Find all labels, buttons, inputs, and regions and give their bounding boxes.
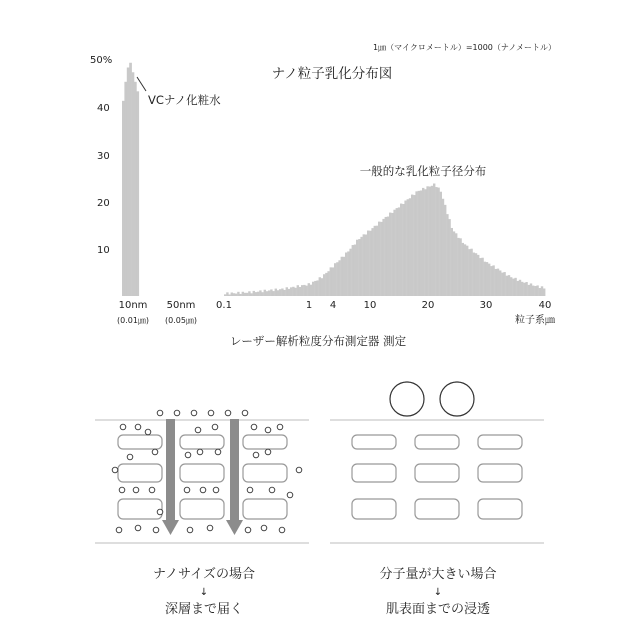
distribution-bar (349, 249, 351, 296)
nano-particle (195, 427, 201, 433)
distribution-bar (459, 238, 461, 296)
distribution-bar (369, 231, 371, 296)
distribution-bar (420, 190, 422, 296)
distribution-bar (371, 228, 373, 296)
distribution-bar (455, 233, 457, 296)
distribution-bar (363, 234, 365, 296)
distribution-bar (305, 286, 307, 296)
distribution-bar (323, 274, 325, 296)
vc-bar (129, 63, 132, 296)
distribution-bar (277, 290, 279, 296)
skin-cell (352, 499, 396, 519)
x-tick-10: 10 (363, 300, 377, 311)
nano-particle (157, 509, 163, 515)
skin-cell (478, 435, 522, 449)
nano-particle (277, 424, 283, 430)
distribution-bar (457, 238, 459, 296)
distribution-bar (514, 278, 516, 296)
x-sub-50nm: (0.05㎛) (164, 316, 198, 325)
distribution-bar (237, 292, 239, 296)
skin-cell (180, 464, 224, 482)
nano-particle (279, 527, 285, 533)
distribution-bar (330, 267, 332, 296)
nano-particle (120, 424, 126, 430)
distribution-bar (279, 289, 281, 296)
skin-cell (180, 435, 224, 449)
y-tick-40: 40 (97, 103, 110, 114)
distribution-bar (303, 285, 305, 296)
skin-cell (243, 464, 287, 482)
distribution-bar (389, 213, 391, 296)
nano-particle (116, 527, 122, 533)
distribution-bar (541, 286, 543, 296)
y-tick-20: 20 (97, 198, 110, 209)
skin-cell (415, 464, 459, 482)
distribution-bar (360, 237, 362, 296)
nano-particle (153, 527, 159, 533)
distribution-bar (345, 252, 347, 296)
unit-note: 1㎛（マイクロメートル）=1000（ナノメートル） (373, 43, 556, 52)
distribution-bar (347, 251, 349, 296)
distribution-bar (431, 186, 433, 296)
nano-caption-2: 深層まで届く (164, 602, 244, 617)
distribution-bar (409, 198, 411, 296)
nano-panel (95, 410, 309, 617)
distribution-bar (506, 276, 508, 296)
distribution-bar (255, 292, 257, 296)
distribution-bar (497, 269, 499, 296)
nano-particle (261, 525, 267, 531)
distribution-bar (365, 235, 367, 296)
distribution-bar (464, 244, 466, 296)
nano-particle (269, 487, 275, 493)
nano-particle (135, 424, 141, 430)
distribution-bar (400, 204, 402, 296)
distribution-bar (442, 199, 444, 296)
distribution-bar (244, 293, 246, 296)
distribution-bar (508, 275, 510, 296)
skin-cell (352, 464, 396, 482)
distribution-bar (391, 213, 393, 296)
distribution-bar (424, 189, 426, 296)
distribution-bar (415, 191, 417, 296)
skin-cell (243, 435, 287, 449)
distribution-bar (242, 292, 244, 296)
distribution-bar (226, 292, 228, 296)
distribution-bar (275, 289, 277, 296)
nano-caption-arrow: ↓ (199, 587, 209, 598)
distribution-bar (519, 280, 521, 296)
distribution-bar (521, 282, 523, 296)
nano-particle (187, 527, 193, 533)
skin-cell (118, 464, 162, 482)
x-axis-ticks (117, 300, 555, 326)
distribution-bar (292, 287, 294, 296)
distribution-bar (308, 283, 310, 296)
distribution-bar (376, 226, 378, 296)
nano-particle (135, 525, 141, 531)
nano-particle (207, 525, 213, 531)
distribution-bar (354, 245, 356, 296)
distribution-bar (246, 293, 248, 296)
y-tick-10: 10 (97, 245, 110, 256)
distribution-bar (512, 279, 514, 296)
distribution-bar (378, 222, 380, 296)
distribution-bar (266, 291, 268, 296)
distribution-bar (224, 294, 226, 296)
distribution-bar (233, 293, 235, 296)
vc-bar (134, 82, 137, 296)
large-molecule (440, 382, 474, 416)
nano-particle (287, 492, 293, 498)
nano-particle (112, 467, 118, 473)
x-sub-10nm: (0.01㎛) (116, 316, 150, 325)
x-tick-10nm: 10nm (118, 300, 148, 311)
distribution-chart (90, 55, 555, 348)
skin-cell (243, 499, 287, 519)
nano-particle (149, 487, 155, 493)
distribution-bar (525, 282, 527, 296)
distribution-bar (481, 258, 483, 296)
nano-caption-1: ナノサイズの場合 (152, 567, 256, 582)
distribution-bar (490, 266, 492, 296)
distribution-bar (486, 262, 488, 296)
distribution-bar (396, 208, 398, 296)
skin-cell (415, 435, 459, 449)
distribution-bar (492, 265, 494, 296)
distribution-bar (517, 281, 519, 296)
nano-particle (208, 410, 214, 416)
nano-particle (200, 487, 206, 493)
chart-title: ナノ粒子乳化分布図 (271, 66, 393, 82)
distribution-bar (319, 277, 321, 296)
skin-cell (118, 499, 162, 519)
skin-cell (180, 499, 224, 519)
distribution-bar (253, 291, 255, 296)
distribution-bar (283, 290, 285, 296)
penetration-arrow-shaft (230, 419, 239, 520)
distribution-bar (429, 187, 431, 296)
distribution-bar (272, 291, 274, 296)
x-tick-4: 4 (329, 300, 337, 311)
distribution-bar (473, 253, 475, 296)
distribution-bar (536, 285, 538, 296)
distribution-bar (398, 207, 400, 296)
distribution-bar (413, 195, 415, 296)
nano-particle (251, 424, 257, 430)
distribution-bar (352, 245, 354, 296)
vc-bar (122, 101, 125, 296)
y-tick-50: 50% (90, 55, 113, 66)
vc-bar (132, 72, 135, 296)
distribution-bar (475, 253, 477, 296)
distribution-bar (286, 287, 288, 296)
distribution-bar (250, 293, 252, 296)
skin-cell (352, 435, 396, 449)
distribution-bar (453, 231, 455, 296)
skin-cell (415, 499, 459, 519)
distribution-bar (281, 288, 283, 296)
distribution-bar (231, 293, 233, 296)
vc-bar (127, 68, 130, 296)
large-caption-arrow: ↓ (433, 587, 443, 598)
distribution-bar (446, 214, 448, 296)
distribution-bar (462, 243, 464, 296)
distribution-bar (334, 263, 336, 296)
y-tick-30: 30 (97, 151, 110, 162)
nano-particle (265, 449, 271, 455)
skin-cell (118, 435, 162, 449)
large-molecule-panel (330, 382, 544, 617)
nano-particle (215, 449, 221, 455)
large-caption-1: 分子量が大きい場合 (379, 567, 497, 582)
distribution-bar (343, 257, 345, 296)
distribution-bar (321, 278, 323, 296)
distribution-bar (534, 286, 536, 296)
distribution-bar (297, 285, 299, 296)
x-tick-30: 30 (479, 300, 493, 311)
distribution-bar (310, 285, 312, 296)
distribution-bar (501, 273, 503, 296)
distribution-bar (235, 294, 237, 296)
distribution-bar (543, 288, 545, 296)
distribution-bar (294, 288, 296, 296)
distribution-bar (440, 192, 442, 296)
nano-particle (212, 424, 218, 430)
nano-particle (253, 452, 259, 458)
distribution-bar (301, 285, 303, 296)
distribution-bar (448, 219, 450, 296)
x-tick-50nm: 50nm (166, 300, 196, 311)
distribution-bar (499, 270, 501, 296)
distribution-bar (468, 249, 470, 296)
distribution-bar (387, 217, 389, 296)
distribution-bar (435, 187, 437, 296)
distribution-bar (268, 290, 270, 296)
distribution-bar (385, 217, 387, 296)
distribution-bar (270, 289, 272, 296)
distribution-bar (393, 210, 395, 296)
distribution-bar (332, 267, 334, 296)
nano-particle (213, 487, 219, 493)
nano-particle (191, 410, 197, 416)
common-series (224, 183, 545, 296)
distribution-bar (479, 258, 481, 296)
nano-particle (265, 427, 271, 433)
nano-particle (296, 467, 302, 473)
distribution-bar (402, 204, 404, 296)
distribution-bar (444, 205, 446, 296)
y-axis-ticks (90, 55, 112, 256)
distribution-bar (312, 282, 314, 296)
x-tick-1: 1 (305, 300, 313, 311)
x-tick-0-1: 0.1 (216, 300, 232, 311)
distribution-bar (437, 188, 439, 296)
distribution-bar (257, 292, 259, 296)
nano-particle (145, 429, 151, 435)
skin-cell (478, 499, 522, 519)
distribution-bar (466, 246, 468, 296)
distribution-bar (356, 240, 358, 296)
distribution-bar (228, 295, 230, 296)
distribution-bar (407, 199, 409, 296)
distribution-bar (325, 273, 327, 296)
skin-cells (118, 435, 287, 519)
skin-cells (352, 435, 522, 519)
nano-particle (133, 487, 139, 493)
nano-particle (247, 487, 253, 493)
nano-particle (225, 410, 231, 416)
distribution-bar (528, 285, 530, 296)
nano-particle (242, 410, 248, 416)
distribution-bar (336, 262, 338, 296)
distribution-bar (530, 283, 532, 296)
distribution-bar (382, 219, 384, 296)
nano-particle (185, 452, 191, 458)
vc-series (122, 63, 139, 296)
penetration-arrow-shaft (166, 419, 175, 520)
penetration-arrow-head (226, 520, 243, 535)
distribution-bar (510, 277, 512, 296)
nano-particle (174, 410, 180, 416)
distribution-bar (433, 183, 435, 296)
distribution-bar (380, 222, 382, 296)
penetration-arrow-head (162, 520, 179, 535)
distribution-bar (264, 290, 266, 296)
measurement-note: レーザー解析粒度分布測定器 測定 (229, 334, 407, 348)
distribution-bar (477, 255, 479, 296)
distribution-bar (411, 195, 413, 296)
distribution-bar (248, 291, 250, 296)
nano-particle (119, 487, 125, 493)
distribution-bar (523, 283, 525, 296)
x-tick-40: 40 (538, 300, 552, 311)
vc-bar (124, 82, 127, 296)
distribution-bar (239, 294, 241, 296)
nano-particle (245, 527, 251, 533)
distribution-bar (367, 231, 369, 296)
nano-particle (197, 449, 203, 455)
distribution-bar (290, 287, 292, 296)
distribution-bar (338, 260, 340, 296)
distribution-bar (470, 249, 472, 296)
nano-particle (127, 454, 133, 460)
distribution-bar (314, 281, 316, 296)
distribution-bar (259, 290, 261, 296)
skin-cell (478, 464, 522, 482)
distribution-bar (374, 226, 376, 296)
distribution-bar (488, 264, 490, 296)
vc-label: VCナノ化粧水 (148, 93, 221, 107)
common-label: 一般的な乳化粒子径分布 (359, 164, 487, 178)
distribution-bar (358, 239, 360, 296)
distribution-bar (451, 228, 453, 296)
large-caption-2: 肌表面までの浸透 (385, 602, 491, 617)
distribution-bar (261, 292, 263, 296)
vc-bar (136, 91, 139, 296)
distribution-bar (316, 280, 318, 296)
nano-particle (157, 410, 163, 416)
distribution-bar (503, 272, 505, 296)
distribution-bar (426, 186, 428, 296)
distribution-bar (418, 191, 420, 296)
distribution-bar (341, 257, 343, 296)
distribution-bar (484, 262, 486, 296)
x-axis-unit: 粒子系㎛ (515, 315, 555, 326)
nano-particle (184, 487, 190, 493)
distribution-bar (404, 201, 406, 296)
nano-particle (152, 449, 158, 455)
distribution-bar (532, 286, 534, 296)
distribution-bar (327, 271, 329, 296)
distribution-bar (539, 288, 541, 296)
distribution-bar (495, 269, 497, 296)
vc-leader-line (137, 77, 146, 91)
distribution-bar (288, 289, 290, 296)
distribution-bar (299, 287, 301, 296)
large-molecule (390, 382, 424, 416)
distribution-bar (422, 188, 424, 296)
x-tick-20: 20 (421, 300, 435, 311)
